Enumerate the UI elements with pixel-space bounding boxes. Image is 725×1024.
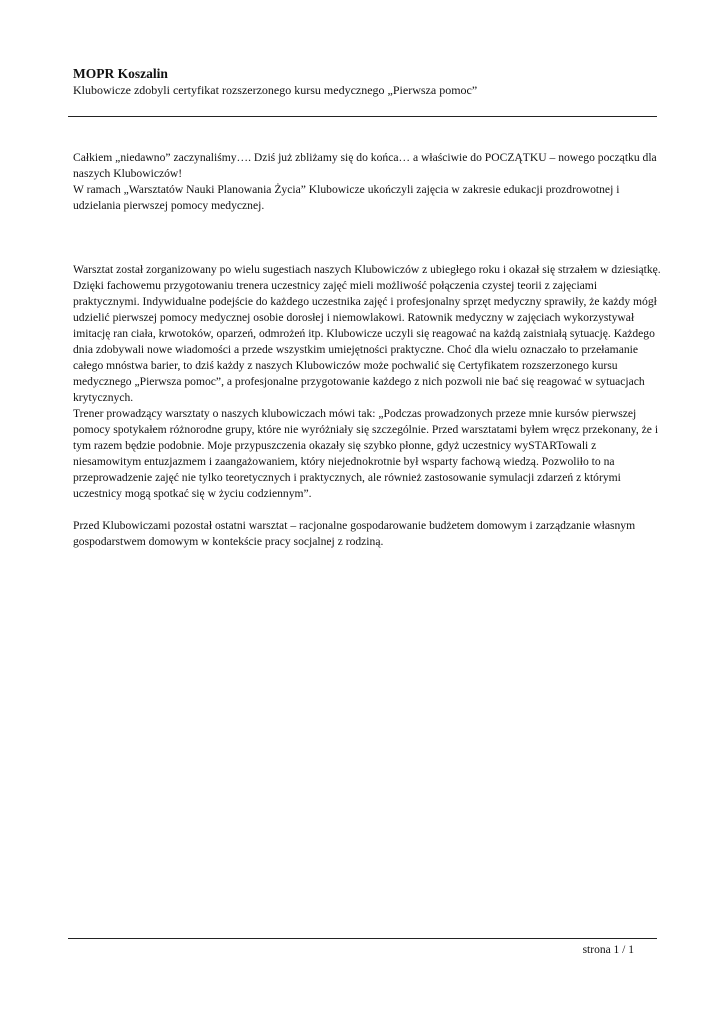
footer-divider [68,938,657,939]
header-divider [68,116,657,117]
article-body [73,150,663,550]
document-header [73,66,663,98]
site-title: MOPR Koszalin [73,66,168,81]
paragraph-spacer [73,502,663,518]
article-subtitle: Klubowicze zdobyli certyfikat rozszerzonego kursu medycznego „Pierwsza pomoc” [73,83,478,97]
closing-paragraph: Przed Klubowiczami pozostał ostatni warsztat – racjonalne gospodarowanie budżetem domowym i zarządzanie własnym gospodarstwem domowym w kontekście pracy socjalnej z rodziną. [73,519,636,548]
page-number: strona 1 / 1 [582,944,634,956]
trainer-quote: Trener prowadzący warsztaty o naszych klubowiczach mówi tak: „Podczas prowadzonych przeze mnie kursów pierwszej pomocy spotykałem różnorodne grupy, które nie wyróżniały się szczególnie. Przed warsztatami byłem wręcz przekonany, że i tym razem będzie podobnie. Moje przypuszczenia okazały się szybko płonne, gdyż uczestnicy wySTARTowali z niesamowitym entuzjazmem i zaangażowaniem, który niejednokrotnie był wsparty fachową wiedzą. Pozwoliło to na przeprowadzenie zajęć nie tylko teoretycznych i praktycznych, ale również zastosowanie symulacji zdarzeń z którymi uczestnicy mogą spotkać się w życiu codziennym”. [73,407,659,500]
workshop-description: Warsztat został zorganizowany po wielu sugestiach naszych Klubowiczów z ubiegłego roku i okazał się strzałem w dziesiątkę. Dzięki fachowemu przygotowaniu trenera uczestnicy zajęć mieli możliwość połączenia czystej teorii z zajęciami praktycznymi. Indywidualne podejście do każdego uczestnika zajęć i profesjonalny sprzęt medyczny sprawiły, że każdy mógł udzielić pierwszej pomocy medycznej osobie dorosłej i niemowlakowi. Ratownik medyczny w zajęciach wykorzystywał imitację ran ciała, krwotoków, oparzeń, odmrożeń itp. Klubowicze uczyli się reagować na każdą zaistniałą sytuację. Każdego dnia zdobywali nowe wiadomości a przede wszystkim umiejętności praktyczne. Choć dla wielu oznaczało to przełamanie całego mnóstwa barier, to dziś każdy z naszych Klubowiczów może pochwalić się Certyfikatem rozszerzonego kursu medycznego „Pierwsza pomoc”, a profesjonalne przygotowanie każdego z nich pozwoli nie bać się reagować w sytuacjach krytycznych. [73,263,661,404]
paragraph-spacer [73,214,663,262]
intro-sentence: Całkiem „niedawno” zaczynaliśmy…. Dziś już zbliżamy się do końca… a właściwie do POCZĄTKU – nowego początku dla naszych Klubowiczów! [73,151,657,180]
intro-workshop-sentence: W ramach „Warsztatów Nauki Planowania Życia” Klubowicze ukończyli zajęcia w zakresie edukacji prozdrowotnej i udzielania pierwszej pomocy medycznej. [73,183,620,212]
